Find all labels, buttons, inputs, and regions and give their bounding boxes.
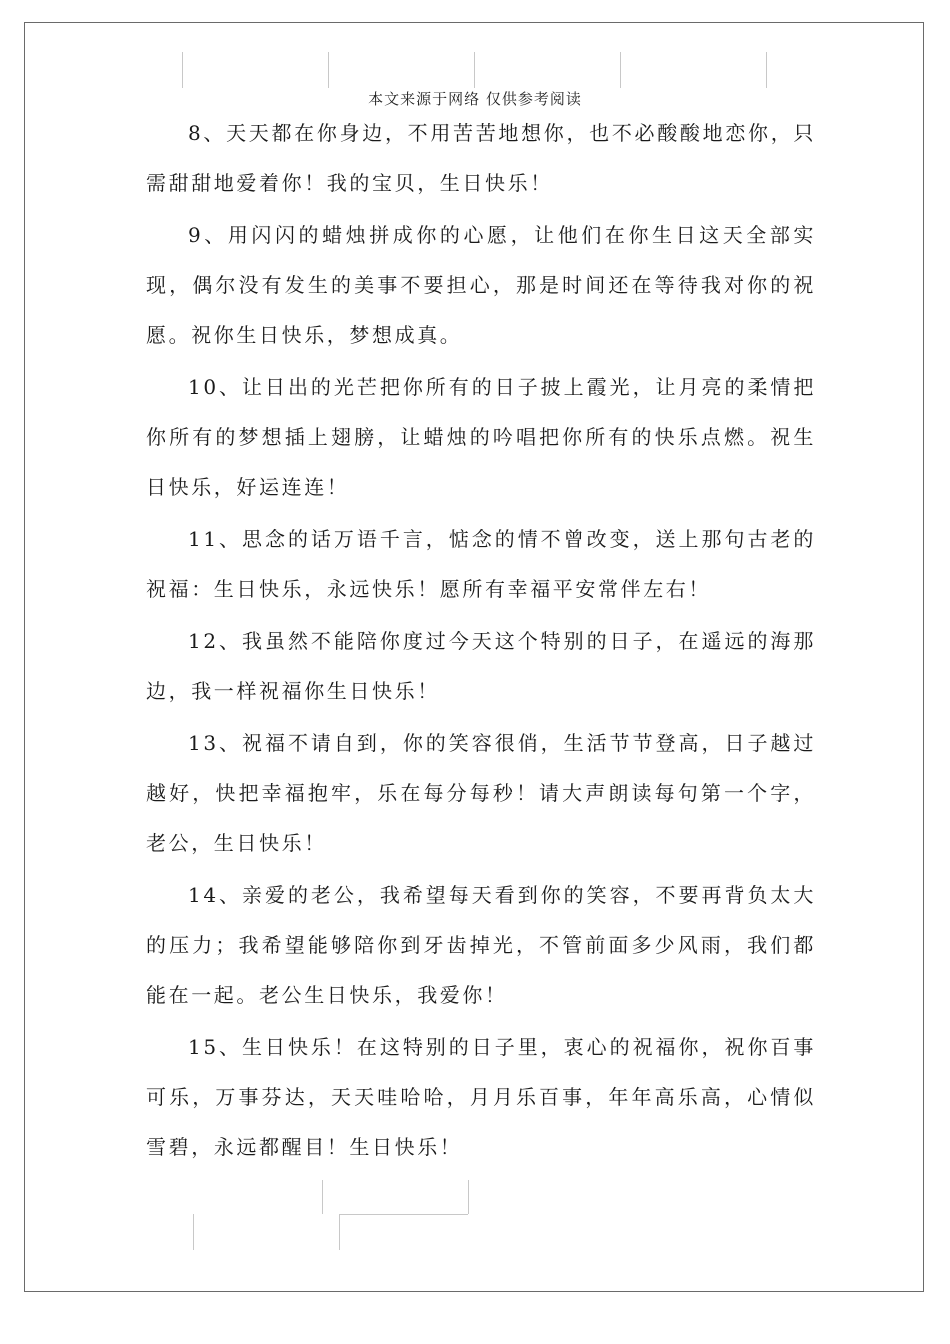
bottom-guide-line [339,1214,340,1250]
document-body [146,108,816,1174]
top-guide-line [474,52,475,88]
paragraph-11: 11、思念的话万语千言，惦念的情不曾改变，送上那句古老的祝福：生日快乐，永远快乐！愿所有幸福平安常伴左右！ [146,527,816,601]
paragraph-12: 12、我虽然不能陪你度过今天这个特别的日子，在遥远的海那边，我一样祝福你生日快乐！ [146,629,816,703]
paragraph-13: 13、祝福不请自到，你的笑容很俏，生活节节登高，日子越过越好，快把幸福抱牢，乐在每分每秒！请大声朗读每句第一个字，老公，生日快乐！ [146,731,816,855]
paragraph-15: 15、生日快乐！在这特别的日子里，衷心的祝福你，祝你百事可乐，万事芬达，天天哇哈哈，月月乐百事，年年高乐高，心情似雪碧，永远都醒目！生日快乐！ [146,1035,816,1159]
source-note: 本文来源于网络 仅供参考阅读 [368,90,582,108]
top-guide-line [620,52,621,88]
paragraph-8: 8、天天都在你身边，不用苦苦地想你，也不必酸酸地恋你，只需甜甜地爱着你！我的宝贝，生日快乐！ [146,121,816,195]
paragraph-10: 10、让日出的光芒把你所有的日子披上霞光，让月亮的柔情把你所有的梦想插上翅膀，让蜡烛的吟唱把你所有的快乐点燃。祝生日快乐，好运连连！ [146,375,816,499]
paragraph-9: 9、用闪闪的蜡烛拼成你的心愿，让他们在你生日这天全部实现，偶尔没有发生的美事不要担心，那是时间还在等待我对你的祝愿。祝你生日快乐，梦想成真。 [146,223,816,347]
bottom-guide-line [340,1214,468,1215]
bottom-guide-line [193,1214,194,1250]
top-guide-line [328,52,329,88]
paragraph-14: 14、亲爱的老公，我希望每天看到你的笑容，不要再背负太大的压力；我希望能够陪你到牙齿掉光，不管前面多少风雨，我们都能在一起。老公生日快乐，我爱你！ [146,883,816,1007]
bottom-guide-line [322,1180,323,1214]
top-guide-line [182,52,183,88]
bottom-guide-line [468,1180,469,1214]
top-guide-line [766,52,767,88]
